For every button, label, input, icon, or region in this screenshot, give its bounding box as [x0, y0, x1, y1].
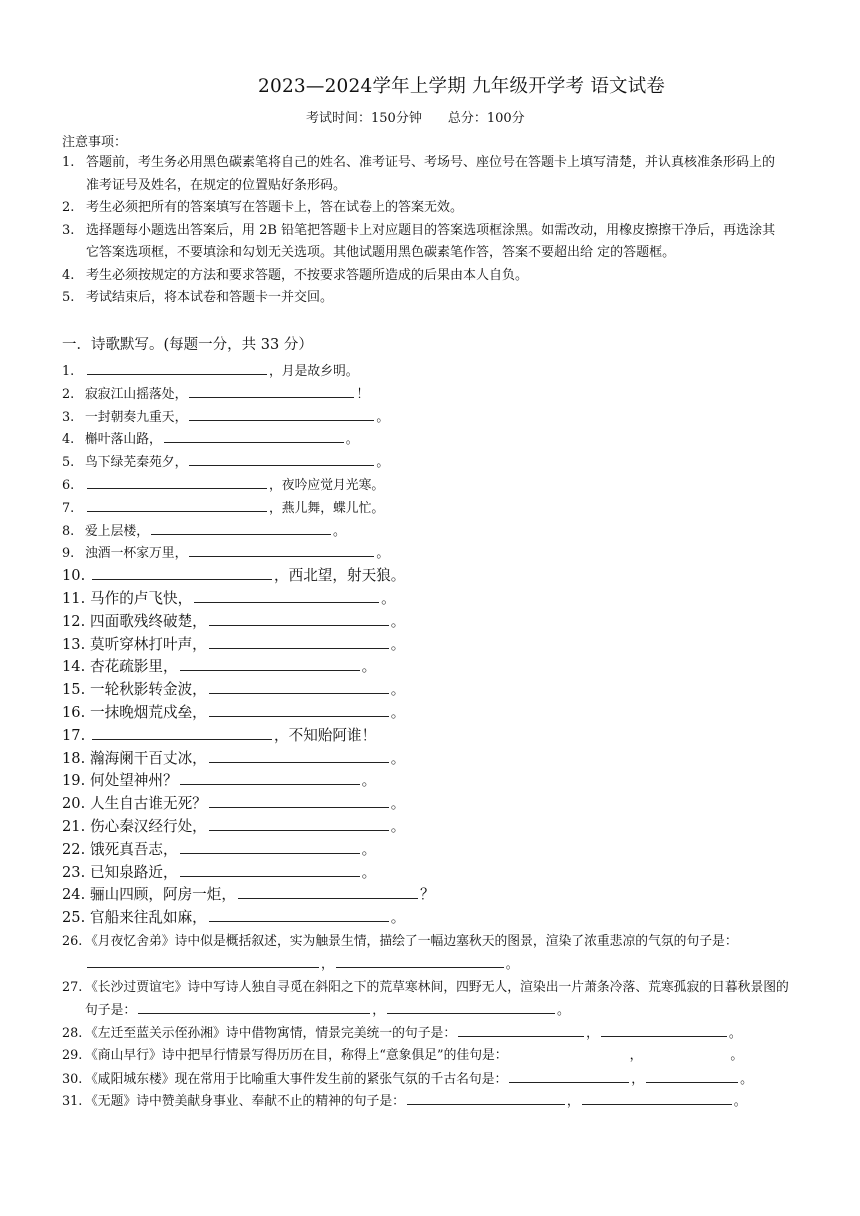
answer-blank[interactable] — [209, 816, 389, 831]
note-item — [62, 220, 786, 265]
exam-info — [306, 107, 525, 126]
question-item — [62, 474, 792, 497]
answer-blank[interactable] — [189, 451, 374, 466]
note-text: 考生必须把所有的答案填写在答题卡上，答在试卷上的答案无效。 — [86, 200, 464, 215]
question-item — [62, 976, 792, 1022]
answer-blank[interactable] — [87, 497, 267, 512]
question-text: 《商山早行》诗中把早行情景写得历历在目，称得上“意象俱足”的佳句是： — [85, 1047, 508, 1063]
question-item — [62, 793, 792, 816]
question-num: 14. — [62, 658, 86, 676]
answer-blank[interactable] — [180, 839, 360, 854]
question-text: 浊酒一杯家万里， — [85, 546, 188, 562]
question-num: 21. — [62, 817, 86, 835]
question-text: 马作的卢飞快， — [90, 589, 193, 607]
question-num: 13. — [62, 635, 86, 653]
question-text: 。 — [361, 772, 377, 790]
note-item — [62, 197, 786, 220]
question-num: 29. — [62, 1047, 83, 1063]
question-num: 22. — [62, 840, 86, 858]
question-item — [62, 565, 792, 588]
question-num: 16. — [62, 703, 86, 721]
question-text: ， — [566, 1094, 580, 1110]
answer-blank[interactable] — [189, 542, 374, 557]
question-num: 15. — [62, 681, 86, 699]
question-text: 杏花疏影里， — [90, 658, 178, 676]
note-num: 5. — [62, 290, 75, 305]
answer-blank[interactable] — [151, 520, 331, 535]
question-num: 17. — [62, 726, 86, 744]
question-text: ， — [631, 1071, 645, 1087]
question-num: 5. — [62, 455, 75, 471]
answer-blank[interactable] — [164, 428, 344, 443]
note-item — [62, 287, 786, 310]
question-item — [62, 884, 792, 907]
question-num: 25. — [62, 909, 86, 927]
question-text: 。 — [740, 1071, 753, 1087]
question-num: 6. — [62, 477, 75, 493]
question-text: 。 — [556, 1002, 570, 1018]
answer-blank[interactable] — [238, 884, 418, 899]
exam-title: 2023—2024学年上学期 九年级开学考 语文试卷 — [258, 76, 666, 97]
answer-blank[interactable] — [387, 999, 555, 1014]
question-num: 20. — [62, 795, 86, 813]
question-text: 。 — [728, 1025, 742, 1041]
question-num: 12. — [62, 612, 86, 630]
question-text: 《左迁至蓝关示侄孙湘》诗中借物寓情，情景完美统一的句子是： — [85, 1025, 457, 1041]
question-text: 莫听穿林打叶声， — [90, 635, 207, 653]
question-text: 。 — [390, 817, 406, 835]
answer-blank[interactable] — [509, 1068, 629, 1083]
note-text: 答题前，考生务必用黑色碳素笔将自己的姓名、准考证号、考场号、座位号在答题卡上填写清楚，并认真核准条形码上的准考证号及姓名，在规定的位置贴好条形码。 — [86, 155, 776, 193]
question-text: ，西北望，射天狼。 — [274, 567, 406, 585]
answer-blank[interactable] — [87, 360, 267, 375]
question-text: 《月夜忆舍弟》诗中似是概括叙述，实为触景生情，描绘了一幅边塞秋天的图景，渲染了浓重悲凉的气氛的句子是： — [85, 933, 738, 949]
question-text: 《长沙过贾谊宅》诗中写诗人独自寻觅在斜阳之下的荒草寒林间，四野无人，渲染出一片萧条冷落、荒寒孤寂的日暮秋景图的句子是： — [85, 979, 789, 1018]
answer-blank[interactable] — [180, 862, 360, 877]
question-item — [62, 725, 792, 748]
question-item — [62, 406, 792, 429]
question-item — [62, 907, 792, 930]
question-text: 。 — [390, 909, 406, 927]
question-text: 。 — [361, 840, 377, 858]
question-text: ！ — [356, 386, 370, 402]
question-item — [62, 497, 792, 520]
question-num: 30. — [62, 1071, 83, 1087]
question-num: 26. — [62, 933, 83, 949]
question-text: ，夜吟应觉月光寒。 — [269, 477, 385, 493]
question-text: 官船来往乱如麻， — [90, 909, 207, 927]
question-text: ，燕儿舞，蝶儿忙。 — [269, 500, 385, 516]
question-num: 31. — [62, 1094, 83, 1110]
question-text: ， — [586, 1025, 599, 1041]
question-num: 1. — [62, 364, 75, 379]
notes-list — [62, 152, 786, 310]
question-text: 四面歌残终破楚， — [90, 612, 207, 630]
question-item — [62, 611, 792, 634]
note-text: 考生必须按规定的方法和要求答题，不按要求答题所造成的后果由本人自负。 — [86, 267, 529, 283]
question-text: 。 — [390, 681, 406, 699]
question-item — [62, 770, 792, 793]
question-item — [62, 816, 792, 839]
answer-blank[interactable] — [209, 907, 389, 922]
question-text: 。 — [332, 523, 346, 539]
question-item — [62, 748, 792, 771]
answer-blank[interactable] — [336, 953, 504, 968]
answer-blank[interactable] — [92, 565, 272, 580]
question-num: 7. — [62, 500, 75, 516]
question-num: 19. — [62, 772, 86, 790]
note-num: 3. — [62, 222, 75, 238]
answer-blank[interactable] — [92, 725, 272, 740]
question-list — [62, 360, 792, 1113]
answer-blank[interactable] — [209, 679, 389, 694]
question-item — [62, 1068, 792, 1091]
question-text: 饿死真吾志， — [90, 840, 178, 858]
answer-blank[interactable] — [458, 1022, 584, 1037]
answer-blank[interactable] — [582, 1090, 732, 1105]
question-num: 10. — [62, 567, 86, 585]
question-text: 。 — [390, 635, 406, 653]
answer-blank[interactable] — [87, 474, 267, 489]
question-item — [62, 839, 792, 862]
question-num: 24. — [62, 886, 86, 904]
question-text: 。 — [730, 1047, 744, 1063]
question-item — [62, 702, 792, 725]
question-item — [62, 542, 792, 565]
question-text: 。 — [505, 956, 519, 972]
question-text: 一轮秋影转金波， — [90, 681, 207, 699]
answer-blank[interactable] — [87, 953, 319, 968]
note-num: 4. — [62, 267, 75, 283]
question-num: 18. — [62, 749, 86, 767]
question-body — [85, 976, 792, 1022]
question-item — [62, 862, 792, 885]
answer-blank[interactable] — [194, 588, 379, 603]
answer-blank[interactable] — [646, 1068, 738, 1083]
answer-blank[interactable] — [209, 634, 389, 649]
question-text: ， — [372, 1002, 385, 1018]
question-num: 8. — [62, 523, 75, 539]
question-text: 。 — [376, 455, 390, 471]
question-num: 4. — [62, 432, 75, 448]
notes-heading: 注意事项： — [62, 135, 128, 150]
question-text: 伤心秦汉经行处， — [90, 817, 207, 835]
question-text: 爱上层楼， — [85, 523, 149, 539]
question-text: 何处望神州？ — [90, 772, 178, 790]
question-item — [62, 588, 792, 611]
question-text: 。 — [390, 795, 406, 813]
question-text: 人生自古谁无死？ — [90, 795, 207, 813]
question-text: 槲叶落山路， — [85, 432, 162, 448]
exam-score: 总分：100分 — [447, 111, 525, 126]
note-text: 考试结束后，将本试卷和答题卡一并交回。 — [86, 290, 334, 305]
question-text: 。 — [376, 546, 390, 562]
note-item — [62, 265, 786, 288]
answer-blank[interactable] — [601, 1022, 727, 1037]
answer-blank[interactable] — [209, 702, 389, 717]
question-num: 9. — [62, 546, 75, 562]
question-text: 寂寂江山摇落处， — [85, 386, 188, 402]
question-text: ，月是故乡明。 — [269, 364, 359, 379]
question-text: 瀚海阑干百丈冰， — [90, 749, 207, 767]
question-item — [62, 930, 792, 976]
question-num: 23. — [62, 863, 86, 881]
question-num: 11. — [62, 589, 86, 607]
question-text: 一抹晚烟荒戍垒， — [90, 703, 207, 721]
question-item — [62, 428, 792, 451]
question-text: ，不知贻阿谁！ — [274, 726, 377, 744]
question-num: 3. — [62, 409, 75, 425]
answer-blank[interactable] — [189, 406, 374, 421]
question-text: 骊山四顾，阿房一炬， — [90, 886, 236, 904]
answer-blank[interactable] — [209, 793, 389, 808]
question-num: 2. — [62, 386, 75, 402]
answer-blank[interactable] — [209, 748, 389, 763]
question-text: 《咸阳城东楼》现在常用于比喻重大事件发生前的紧张气氛的千古名句是： — [85, 1071, 508, 1087]
answer-blank[interactable] — [138, 999, 370, 1014]
note-text: 选择题每小题选出答案后，用 2B 铅笔把答题卡上对应题目的答案选项框涂黑。如需改动，用橡皮擦擦干净后，再选涂其它答案选项框，不要填涂和勾划无关选项。其他试题用黑色碳素笔作答，答案不要超出给 定的答题框。 — [86, 222, 776, 260]
note-num: 2. — [62, 200, 75, 215]
question-text: 。 — [361, 863, 377, 881]
question-text: ， — [629, 1047, 643, 1063]
answer-blank[interactable] — [407, 1090, 565, 1105]
question-item — [62, 360, 792, 383]
question-item — [62, 656, 792, 679]
answer-blank[interactable] — [180, 656, 360, 671]
question-item — [62, 520, 792, 543]
question-text: 。 — [733, 1094, 747, 1110]
answer-blank[interactable] — [189, 383, 354, 398]
question-item — [62, 1022, 792, 1045]
question-text: 。 — [390, 612, 406, 630]
question-num: 27. — [62, 979, 83, 995]
answer-blank[interactable] — [180, 770, 360, 785]
question-text: 。 — [376, 409, 390, 425]
question-num: 28. — [62, 1025, 83, 1041]
question-item — [62, 451, 792, 474]
question-text: 。 — [361, 658, 377, 676]
question-text: 。 — [345, 432, 359, 448]
question-text: 。 — [390, 749, 406, 767]
question-text: 一封朝奏九重天， — [85, 409, 188, 425]
question-item — [62, 1090, 792, 1113]
question-text: 。 — [390, 703, 406, 721]
answer-blank[interactable] — [209, 611, 389, 626]
question-item — [62, 1045, 792, 1068]
question-item — [62, 634, 792, 657]
question-text: 《无题》诗中赞美献身事业、奉献不止的精神的句子是： — [85, 1094, 405, 1110]
question-text: 鸟下绿芜秦苑夕， — [85, 455, 188, 471]
question-body — [85, 930, 792, 976]
question-text: 。 — [381, 589, 396, 607]
question-text: ？ — [419, 886, 435, 904]
exam-time: 考试时间：150分钟 — [306, 111, 422, 126]
question-text: 已知泉路近， — [90, 863, 178, 881]
note-item — [62, 152, 786, 197]
section-title: 一．诗歌默写。(每题一分，共 33 分） — [62, 337, 313, 353]
note-num: 1. — [62, 155, 75, 170]
question-item — [62, 679, 792, 702]
question-text: ， — [321, 956, 334, 972]
question-item — [62, 383, 792, 406]
